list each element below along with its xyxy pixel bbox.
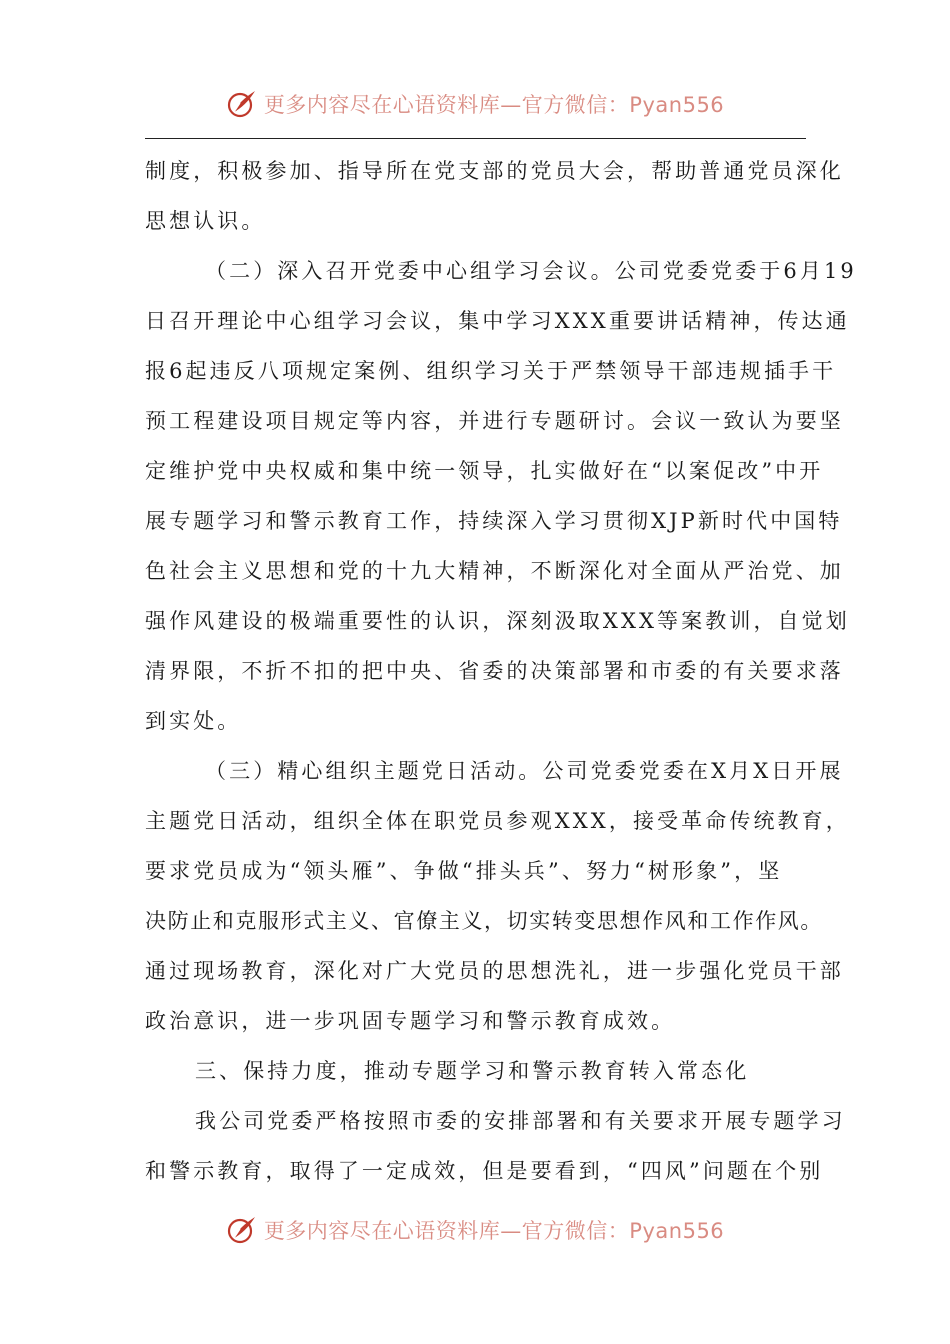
paragraph-3	[145, 746, 850, 1046]
text-line: 制度，积极参加、指导所在党支部的党员大会，帮助普通党员深化	[145, 159, 844, 183]
text-line: 要求党员成为“领头雁”、争做“排头兵”、努力“树形象”，坚	[145, 859, 783, 883]
quill-pen-logo-icon	[226, 1214, 258, 1246]
text-line: 报6起违反八项规定案例、组织学习关于严禁领导干部违规插手干	[145, 359, 837, 383]
text-line: （三）精心组织主题党日活动。公司党委党委在X月X日开展	[205, 759, 844, 783]
text-line: 清界限，不折不扣的把中央、省委的决策部署和市委的有关要求落	[145, 659, 844, 683]
text-line: 通过现场教育，深化对广大党员的思想洗礼，进一步强化党员干部	[145, 959, 844, 983]
footer-banner	[0, 1208, 950, 1252]
text-line: 和警示教育，取得了一定成效，但是要看到，“四风”问题在个别	[145, 1159, 824, 1183]
text-line: 主题党日活动，组织全体在职党员参观XXX，接受革命传统教育，	[145, 809, 850, 833]
header-banner	[0, 82, 950, 126]
text-line: 日召开理论中心组学习会议，集中学习XXX重要讲话精神，传达通	[145, 309, 850, 333]
text-line: 三、保持力度，推动专题学习和警示教育转入常态化	[195, 1059, 750, 1083]
quill-pen-logo-icon	[226, 88, 258, 120]
paragraph-2	[145, 246, 857, 746]
paragraph-4	[145, 1096, 846, 1196]
text-line: （二）深入召开党委中心组学习会议。公司党委党委于6月19	[205, 259, 857, 283]
text-line: 思想认识。	[145, 209, 266, 233]
text-line: 展专题学习和警示教育工作，持续深入学习贯彻XJP新时代中国特	[145, 509, 843, 533]
text-line: 到实处。	[145, 709, 242, 733]
header-banner-text: 更多内容尽在心语资料库—官方微信：Pyan556	[263, 93, 725, 117]
header-divider	[145, 138, 806, 139]
text-line: 我公司党委严格按照市委的安排部署和有关要求开展专题学习	[195, 1109, 846, 1133]
text-line: 政治意识，进一步巩固专题学习和警示教育成效。	[145, 1009, 676, 1033]
footer-banner-text: 更多内容尽在心语资料库—官方微信：Pyan556	[263, 1219, 725, 1243]
text-line: 色社会主义思想和党的十九大精神，不断深化对全面从严治党、加	[145, 559, 844, 583]
paragraph-1	[145, 146, 844, 246]
text-line: 决防止和克服形式主义、官僚主义，切实转变思想作风和工作作风。	[145, 909, 823, 933]
text-line: 预工程建设项目规定等内容，并进行专题研讨。会议一致认为要坚	[145, 409, 844, 433]
section-heading-3	[145, 1046, 806, 1096]
text-line: 强作风建设的极端重要性的认识，深刻汲取XXX等案教训，自觉划	[145, 609, 850, 633]
text-line: 定维护党中央权威和集中统一领导，扎实做好在“以案促改”中开	[145, 459, 824, 483]
document-body	[145, 146, 857, 1196]
